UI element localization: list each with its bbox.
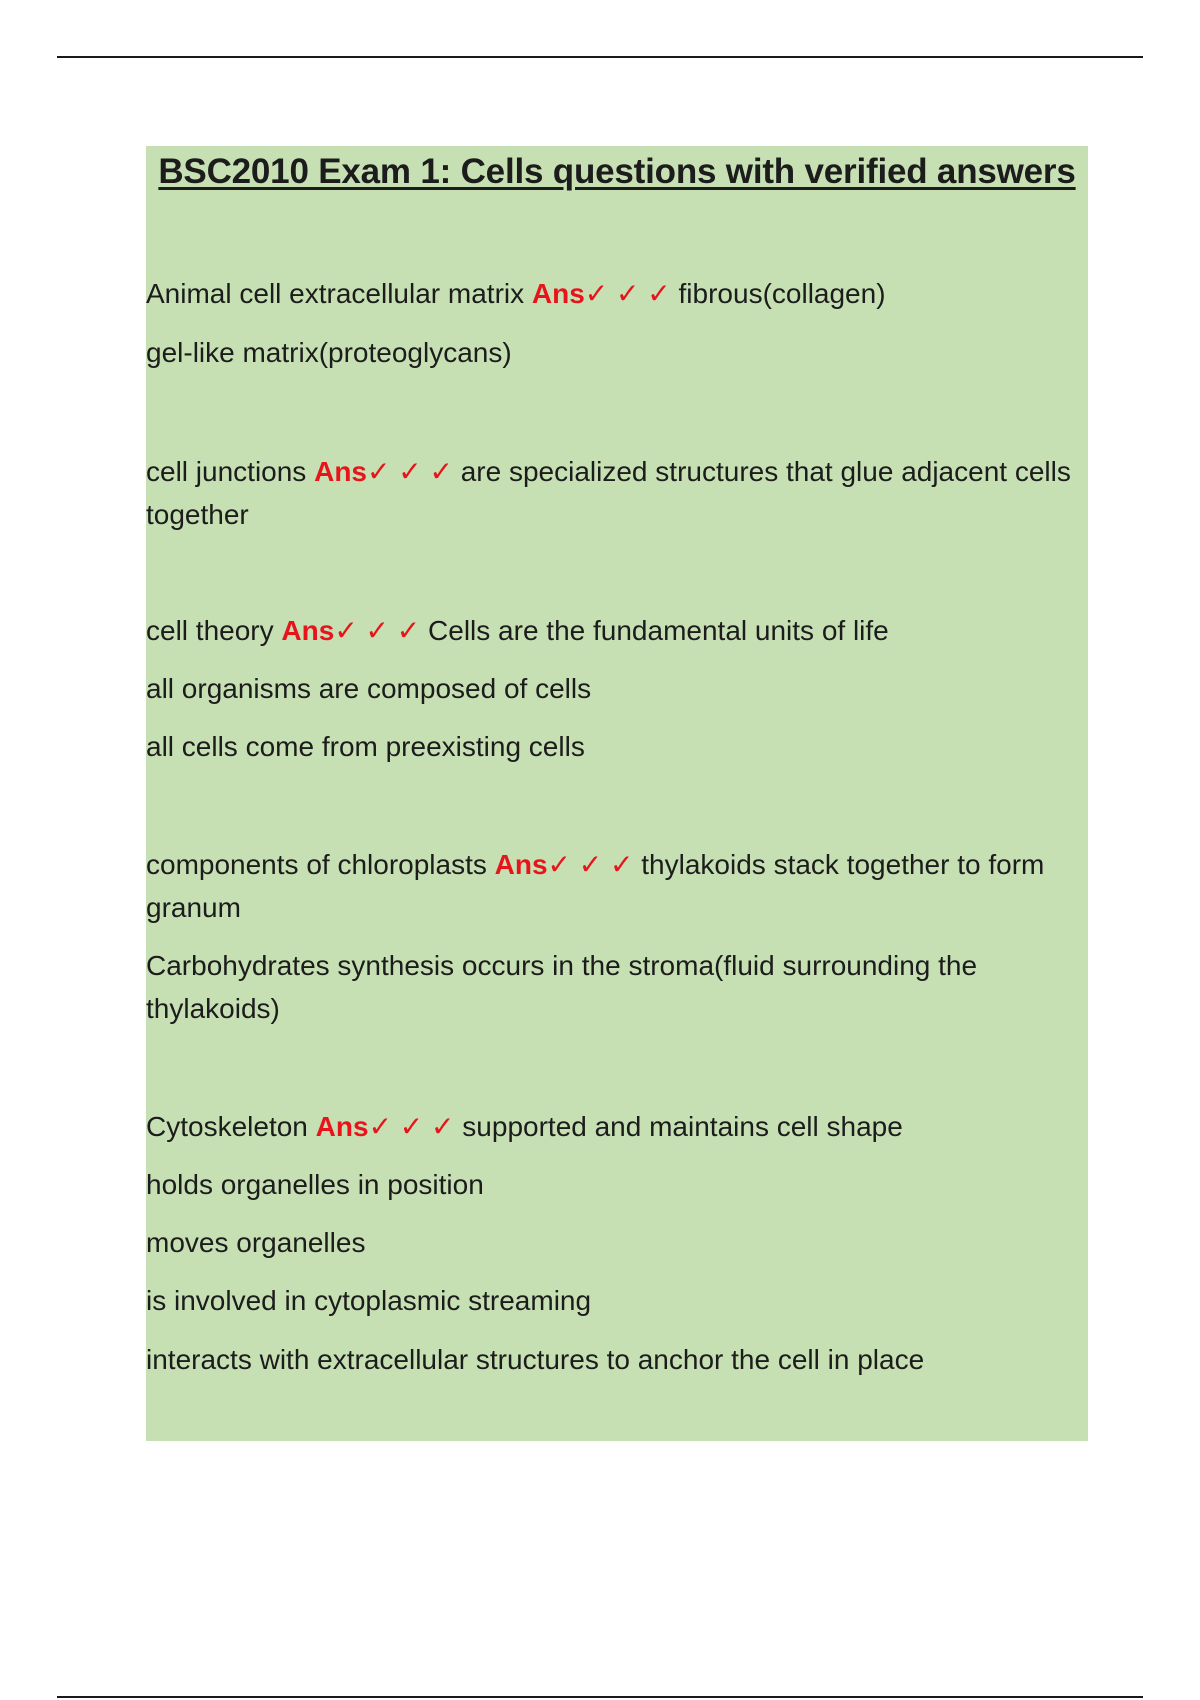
entry-term: cell theory — [146, 615, 274, 646]
check-marks: ✓ ✓ ✓ — [547, 849, 634, 880]
entry-5-line — [146, 1105, 1076, 1148]
check-marks: ✓ ✓ ✓ — [334, 615, 421, 646]
entry-term: Animal cell extracellular matrix — [146, 278, 525, 309]
check-marks: ✓ ✓ ✓ — [584, 278, 671, 309]
entry-answer: thylakoids stack together to form granum — [146, 849, 1045, 923]
entry-term: components of chloroplasts — [146, 849, 487, 880]
entry-3-extra-1: all organisms are composed of cells — [146, 673, 592, 704]
entry-4-line — [146, 843, 1076, 929]
entry-1-extra-1: gel-like matrix(proteoglycans) — [146, 337, 512, 368]
answer-marker: Ans — [314, 456, 367, 487]
entry-2-line — [146, 450, 1076, 536]
answer-marker: Ans — [281, 615, 335, 646]
answer-marker: Ans — [315, 1111, 369, 1142]
entry-4-extra-1: Carbohydrates synthesis occurs in the stroma(fluid surrounding the thylakoids) — [146, 950, 978, 1024]
entry-answer: fibrous(collagen) — [678, 278, 886, 309]
entry-5-extra-2: moves organelles — [146, 1227, 366, 1258]
document-title: BSC2010 Exam 1: Cells questions with verified answers — [158, 152, 1076, 191]
answer-marker: Ans — [494, 849, 548, 880]
answer-marker: Ans — [531, 278, 585, 309]
entry-1-line — [146, 272, 1076, 315]
entry-answer: Cells are the fundamental units of life — [428, 615, 889, 646]
header-rule — [57, 56, 1143, 58]
entry-5-extra-4: interacts with extracellular structures to anchor the cell in place — [146, 1344, 925, 1375]
check-marks: ✓ ✓ ✓ — [368, 1111, 455, 1142]
entry-answer: supported and maintains cell shape — [462, 1111, 903, 1142]
entry-term: Cytoskeleton — [146, 1111, 308, 1142]
entry-term: cell junctions — [146, 456, 307, 487]
entry-5-extra-1: holds organelles in position — [146, 1169, 484, 1200]
footer-rule — [57, 1696, 1143, 1698]
entry-5-extra-3: is involved in cytoplasmic streaming — [146, 1285, 592, 1316]
check-marks: ✓ ✓ ✓ — [367, 456, 453, 487]
content-panel — [146, 146, 1088, 1441]
entry-answer: are specialized structures that glue adjacent cells together — [146, 456, 1071, 530]
entry-3-line — [146, 609, 1076, 652]
entry-3-extra-2: all cells come from preexisting cells — [146, 731, 585, 762]
